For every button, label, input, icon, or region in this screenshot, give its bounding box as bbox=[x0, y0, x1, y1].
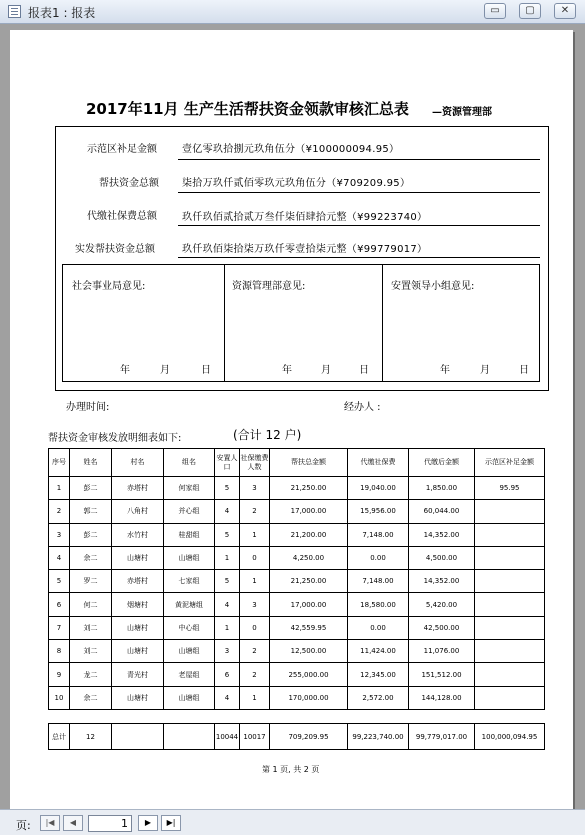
last-page-button[interactable]: ▶| bbox=[161, 815, 181, 831]
date-year: 年 bbox=[282, 365, 292, 376]
window-titlebar bbox=[0, 0, 585, 24]
table-cell: 0 bbox=[240, 616, 270, 639]
table-cell bbox=[475, 616, 545, 639]
table-cell: 七家组 bbox=[164, 570, 215, 593]
total-cell: 12 bbox=[70, 724, 112, 750]
table-cell: 1 bbox=[240, 686, 270, 709]
detail-label: 帮扶资金审核发放明细表如下: bbox=[48, 433, 182, 444]
table-cell: 6 bbox=[49, 593, 70, 616]
table-cell: 赤塔村 bbox=[112, 570, 164, 593]
summary-value: 玖仟玖佰柒拾柒万玖仟零壹拾柒元整（¥99779017） bbox=[182, 244, 428, 255]
table-cell: 17,000.00 bbox=[270, 500, 348, 523]
table-cell: 0.00 bbox=[348, 546, 409, 569]
table-cell: 60,044.00 bbox=[409, 500, 475, 523]
table-cell: 15,956.00 bbox=[348, 500, 409, 523]
table-cell: 3 bbox=[240, 593, 270, 616]
date-day: 日 bbox=[519, 365, 529, 376]
date-day: 日 bbox=[359, 365, 369, 376]
total-cell: 99,223,740.00 bbox=[348, 724, 409, 750]
divider bbox=[382, 264, 383, 382]
table-cell: 山塘村 bbox=[112, 640, 164, 663]
page-label: 页: bbox=[16, 819, 31, 832]
summary-value: 壹亿零玖拾捌元玖角伍分（¥100000094.95） bbox=[182, 144, 400, 155]
table-cell: 刘二 bbox=[70, 616, 112, 639]
table-cell: 余二 bbox=[70, 546, 112, 569]
table-cell: 151,512.00 bbox=[409, 663, 475, 686]
table-cell: 17,000.00 bbox=[270, 593, 348, 616]
table-cell: 5 bbox=[215, 523, 240, 546]
table-cell: 老屋组 bbox=[164, 663, 215, 686]
table-cell: 21,250.00 bbox=[270, 477, 348, 500]
table-cell: 5,420.00 bbox=[409, 593, 475, 616]
table-cell: 2 bbox=[240, 640, 270, 663]
total-cell: 99,779,017.00 bbox=[409, 724, 475, 750]
table-cell: 1 bbox=[240, 570, 270, 593]
table-cell: 255,000.00 bbox=[270, 663, 348, 686]
table-cell: 赤塔村 bbox=[112, 477, 164, 500]
table-cell: 1 bbox=[49, 477, 70, 500]
page-footer: 第 1 页, 共 2 页 bbox=[262, 765, 320, 774]
table-header-row bbox=[49, 449, 545, 477]
total-cell: 10017 bbox=[240, 724, 270, 750]
handler-label: 经办人 : bbox=[344, 402, 381, 413]
opinion-label: 社会事业局意见: bbox=[72, 281, 146, 292]
table-cell: 并心组 bbox=[164, 500, 215, 523]
report-canvas[interactable] bbox=[0, 24, 585, 809]
table-cell: 1 bbox=[215, 616, 240, 639]
table-cell: 青光村 bbox=[112, 663, 164, 686]
table-cell: 18,580.00 bbox=[348, 593, 409, 616]
opinion-label: 资源管理部意见: bbox=[232, 281, 306, 292]
detail-table bbox=[48, 448, 545, 710]
table-cell: 5 bbox=[215, 477, 240, 500]
opinion-label: 安置领导小组意见: bbox=[391, 281, 475, 292]
table-cell: 中心组 bbox=[164, 616, 215, 639]
table-cell: 八角村 bbox=[112, 500, 164, 523]
table-cell: 21,200.00 bbox=[270, 523, 348, 546]
table-cell: 14,352.00 bbox=[409, 570, 475, 593]
col-header: 村名 bbox=[112, 449, 164, 477]
table-cell: 144,128.00 bbox=[409, 686, 475, 709]
table-cell bbox=[475, 593, 545, 616]
col-header: 代缴社保费 bbox=[348, 449, 409, 477]
table-row bbox=[49, 523, 545, 546]
table-row bbox=[49, 546, 545, 569]
table-cell: 4,250.00 bbox=[270, 546, 348, 569]
report-title: 2017年11月 生产生活帮扶资金领款审核汇总表 bbox=[86, 100, 409, 118]
table-cell: 5 bbox=[215, 570, 240, 593]
maximize-button[interactable]: ▢ bbox=[519, 3, 541, 19]
report-dept: —资源管理部 bbox=[432, 107, 492, 118]
table-cell: 3 bbox=[49, 523, 70, 546]
table-cell bbox=[475, 640, 545, 663]
window-title: 报表1 : 报表 bbox=[28, 6, 96, 20]
table-cell bbox=[475, 663, 545, 686]
table-cell: 0 bbox=[240, 546, 270, 569]
total-cell: 709,209.95 bbox=[270, 724, 348, 750]
table-row bbox=[49, 640, 545, 663]
underline bbox=[178, 257, 540, 258]
table-cell: 余二 bbox=[70, 686, 112, 709]
table-cell: 19,040.00 bbox=[348, 477, 409, 500]
next-page-button[interactable]: ▶ bbox=[138, 815, 158, 831]
table-cell: 12,345.00 bbox=[348, 663, 409, 686]
table-cell: 14,352.00 bbox=[409, 523, 475, 546]
table-cell bbox=[475, 523, 545, 546]
underline bbox=[178, 192, 540, 193]
table-cell: 山塘村 bbox=[112, 616, 164, 639]
total-row bbox=[49, 724, 545, 750]
table-cell: 11,424.00 bbox=[348, 640, 409, 663]
date-day: 日 bbox=[201, 365, 211, 376]
table-cell: 1 bbox=[215, 546, 240, 569]
date-month: 月 bbox=[480, 365, 490, 376]
table-cell: 龙二 bbox=[70, 663, 112, 686]
navigation-bar bbox=[0, 809, 585, 835]
table-cell: 95.95 bbox=[475, 477, 545, 500]
summary-label: 代缴社保费总额 bbox=[87, 211, 157, 222]
summary-value: 玖仟玖佰贰拾贰万叁仟柒佰肆拾元整（¥99223740） bbox=[182, 212, 428, 223]
table-cell: 桂甜组 bbox=[164, 523, 215, 546]
table-cell: 何二 bbox=[70, 593, 112, 616]
table-cell: 2 bbox=[240, 663, 270, 686]
table-cell: 罗二 bbox=[70, 570, 112, 593]
table-cell: 8 bbox=[49, 640, 70, 663]
total-households: (合计 12 户) bbox=[233, 428, 302, 442]
table-cell bbox=[475, 546, 545, 569]
total-cell bbox=[112, 724, 164, 750]
table-cell: 黄泥塘组 bbox=[164, 593, 215, 616]
table-cell: 2 bbox=[49, 500, 70, 523]
table-cell: 0.00 bbox=[348, 616, 409, 639]
col-header: 姓名 bbox=[70, 449, 112, 477]
table-cell: 1 bbox=[240, 523, 270, 546]
table-cell: 3 bbox=[215, 640, 240, 663]
table-cell: 刘二 bbox=[70, 640, 112, 663]
col-header: 序号 bbox=[49, 449, 70, 477]
table-cell: 42,559.95 bbox=[270, 616, 348, 639]
table-cell: 7,148.00 bbox=[348, 570, 409, 593]
report-icon bbox=[8, 5, 21, 18]
table-cell: 山塘村 bbox=[112, 546, 164, 569]
table-row bbox=[49, 663, 545, 686]
table-cell: 郭二 bbox=[70, 500, 112, 523]
table-cell: 6 bbox=[215, 663, 240, 686]
col-header: 示范区补足金额 bbox=[475, 449, 545, 477]
close-button[interactable]: ✕ bbox=[554, 3, 576, 19]
col-header: 组名 bbox=[164, 449, 215, 477]
total-cell: 10044 bbox=[215, 724, 240, 750]
table-cell: 彭二 bbox=[70, 477, 112, 500]
table-row bbox=[49, 477, 545, 500]
table-cell bbox=[475, 570, 545, 593]
table-cell: 烟塘村 bbox=[112, 593, 164, 616]
handling-time-label: 办理时间: bbox=[66, 402, 110, 413]
table-cell: 1,850.00 bbox=[409, 477, 475, 500]
table-cell: 2 bbox=[240, 500, 270, 523]
date-month: 月 bbox=[160, 365, 170, 376]
col-header: 安置人口 bbox=[215, 449, 240, 477]
table-cell: 山塘组 bbox=[164, 546, 215, 569]
table-row bbox=[49, 500, 545, 523]
table-cell: 21,250.00 bbox=[270, 570, 348, 593]
table-row bbox=[49, 593, 545, 616]
minimize-button[interactable]: ▭ bbox=[484, 3, 506, 19]
table-cell: 4 bbox=[215, 686, 240, 709]
prev-page-button[interactable]: ◀ bbox=[63, 815, 83, 831]
underline bbox=[178, 159, 540, 160]
col-header: 社保缴费人数 bbox=[240, 449, 270, 477]
table-cell: 山塘组 bbox=[164, 686, 215, 709]
table-cell: 山塘组 bbox=[164, 640, 215, 663]
total-cell: 100,000,094.95 bbox=[475, 724, 545, 750]
table-cell: 水竹村 bbox=[112, 523, 164, 546]
summary-label: 示范区补足金额 bbox=[87, 144, 157, 155]
total-table bbox=[48, 723, 545, 750]
table-cell: 彭二 bbox=[70, 523, 112, 546]
date-year: 年 bbox=[120, 365, 130, 376]
table-cell: 2,572.00 bbox=[348, 686, 409, 709]
table-cell: 9 bbox=[49, 663, 70, 686]
table-cell: 4 bbox=[215, 593, 240, 616]
underline bbox=[178, 225, 540, 226]
total-cell bbox=[164, 724, 215, 750]
page-number-input[interactable]: 1 bbox=[88, 815, 132, 832]
table-cell: 4 bbox=[215, 500, 240, 523]
report-page bbox=[10, 30, 573, 809]
table-row bbox=[49, 686, 545, 709]
table-cell: 10 bbox=[49, 686, 70, 709]
date-year: 年 bbox=[440, 365, 450, 376]
summary-label: 帮扶资金总额 bbox=[99, 178, 159, 189]
table-cell bbox=[475, 686, 545, 709]
table-cell: 11,076.00 bbox=[409, 640, 475, 663]
table-cell: 12,500.00 bbox=[270, 640, 348, 663]
table-cell: 何家组 bbox=[164, 477, 215, 500]
table-cell: 4 bbox=[49, 546, 70, 569]
table-cell bbox=[475, 500, 545, 523]
date-month: 月 bbox=[321, 365, 331, 376]
col-header: 帮扶总金额 bbox=[270, 449, 348, 477]
table-cell: 7,148.00 bbox=[348, 523, 409, 546]
summary-label: 实发帮扶资金总额 bbox=[75, 244, 155, 255]
divider bbox=[224, 264, 225, 382]
total-cell: 总计 bbox=[49, 724, 70, 750]
table-cell: 3 bbox=[240, 477, 270, 500]
col-header: 代缴后金额 bbox=[409, 449, 475, 477]
table-row bbox=[49, 570, 545, 593]
table-row bbox=[49, 616, 545, 639]
summary-value: 柒拾万玖仟贰佰零玖元玖角伍分（¥709209.95） bbox=[182, 178, 411, 189]
table-cell: 170,000.00 bbox=[270, 686, 348, 709]
table-cell: 5 bbox=[49, 570, 70, 593]
first-page-button[interactable]: |◀ bbox=[40, 815, 60, 831]
table-cell: 4,500.00 bbox=[409, 546, 475, 569]
table-cell: 7 bbox=[49, 616, 70, 639]
table-cell: 42,500.00 bbox=[409, 616, 475, 639]
table-cell: 山塘村 bbox=[112, 686, 164, 709]
